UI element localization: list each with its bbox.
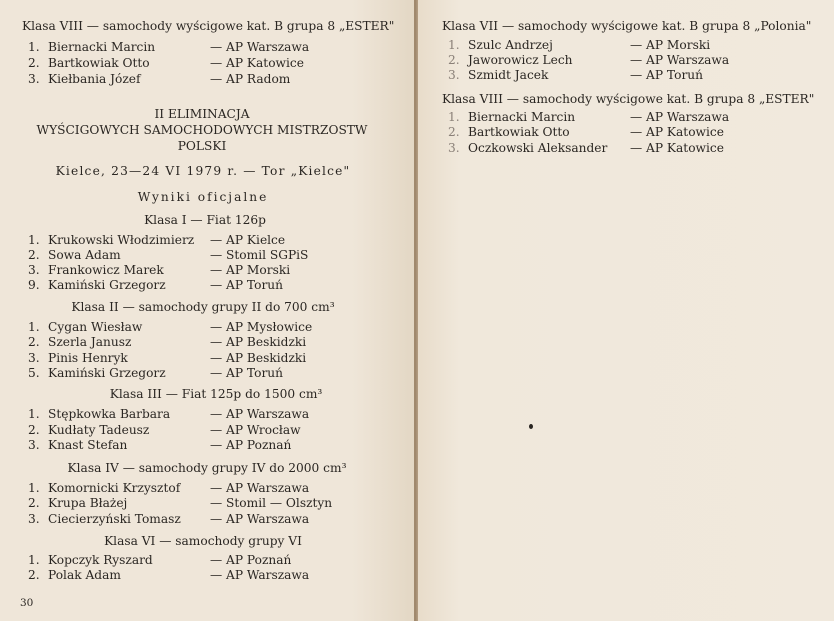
right-page: Klasa VII — samochody wyścigowe kat. B grupa 8 „Polonia" 1. Szulc Andrzej — AP Morski 2. Jaworowicz Lech — AP Warszawa 3. Szmidt Jacek — AP Toruń Klasa VIII — samochody wyścigowe kat. B grupa 8 „ESTER" 1. Biernacki Marcin — AP Warszawa 2. Bartkowiak Otto — AP Katowice 3. Oczkowski Aleksander — AP Katowice	[418, 0, 834, 621]
left-page: Klasa VIII — samochody wyścigowe kat. B grupa 8 „ESTER" 1. Biernacki Marcin — AP Warszawa 2. Bartkowiak Otto — AP Katowice 3. Kiełbania Józef — AP Radom II ELIMINACJA WYŚCIGOWYCH SAMOCHODOWYCH MISTRZOSTW POLSKI Kielce, 23—24 VI 1979 r. — Tor „Kielce" Wyniki oficjalne Klasa I — Fiat 126p 1. Krukowski Włodzimierz — AP Kielce 2. Sowa Adam — Stomil SGPiS 3. Frankowicz Marek — AP Morski 9. Kamiński Grzegorz — AP Toruń Klasa II — samochody grupy II do 700 cm³ 1. Cygan Wiesław — AP Mysłowice 2. Szerla Janusz — AP Beskidzki 3. Pinis Henryk — AP Beskidzki 5. Kamiński Grzegorz — AP Toruń Klasa III — Fiat 125p do 1500 cm³ 1. Stępkowka Barbara — AP Warszawa 2. Kudłaty Tadeusz — AP Wrocław 3. Knast Stefan — AP Poznań Klasa IV — samochody grupy IV do 2000 cm³ 1. Komornicki Krzysztof — AP Warszawa 2. Krupa Błażej — Stomil — Olsztyn 3. Ciecierzyński Tomasz — AP Warszawa Klasa VI — samochody grupy VI 1. Kopczyk Ryszard — AP Poznań 2. Polak Adam — AP Warszawa 30	[0, 0, 414, 621]
class-heading: Klasa IV — samochody grupy IV do 2000 cm³	[67, 461, 347, 475]
class-heading: Klasa II — samochody grupy II do 700 cm³	[71, 300, 335, 314]
class-heading: Klasa VI — samochody grupy VI	[104, 534, 302, 548]
event-title-line: II ELIMINACJA	[154, 107, 250, 121]
event-place: Kielce, 23—24 VI 1979 r. — Tor „Kielce"	[55, 164, 351, 178]
class-heading: Klasa III — Fiat 125p do 1500 cm³	[109, 387, 323, 401]
page-number: 30	[20, 597, 34, 609]
class-heading: Klasa I — Fiat 126p	[144, 213, 266, 227]
ink-speck	[529, 424, 533, 429]
event-title-line: WYŚCIGOWYCH SAMOCHODOWYCH MISTRZOSTW	[36, 123, 368, 137]
results-title: Wyniki oficjalne	[137, 190, 269, 204]
class-viii-heading: Klasa VIII — samochody wyścigowe kat. B grupa 8 „ESTER"	[442, 92, 815, 106]
event-title-line: POLSKI	[177, 139, 227, 153]
class-viii-heading: Klasa VIII — samochody wyścigowe kat. B grupa 8 „ESTER"	[22, 19, 395, 33]
class-vii-heading: Klasa VII — samochody wyścigowe kat. B grupa 8 „Polonia"	[442, 19, 812, 33]
